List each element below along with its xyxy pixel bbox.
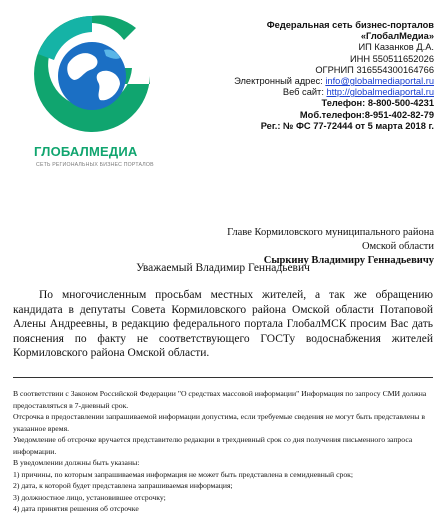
email-label: Электронный адрес: (234, 76, 326, 87)
note-item: Уведомление об отсрочке вручается представителю редакции в трехдневный срок со дня получения письменного запроса информации. (13, 435, 413, 456)
note-item: 2) дата, к которой будет представлена запрашиваемая информация; (13, 481, 233, 490)
letter-body: По многочисленным просьбам местных жителей, а так же обращению кандидата в депутаты Совета Кормиловского района Омской области Потаповой Алены Андреевны, в редакцию федерального портала ГлобалМСК просим Вас дать пояснения по факту не соответствующего ГОСТу водоснабжения жителей Кормиловского района Омской области. (13, 289, 433, 360)
note-item: В уведомлении должны быть указаны: (13, 458, 140, 467)
addressee-line-1: Главе Кормиловского муниципального района (227, 227, 434, 238)
logo-tagline: СЕТЬ РЕГИОНАЛЬНЫХ БИЗНЕС ПОРТАЛОВ (36, 162, 154, 168)
greeting: Уважаемый Владимир Геннадьевич (136, 262, 310, 274)
company-web-row (174, 87, 434, 98)
company-inn: ИНН 550511652026 (349, 53, 434, 64)
email-link[interactable]: info@globalmediaportal.ru (325, 76, 434, 87)
company-logo (22, 10, 162, 170)
company-registration: Рег.: № ФС 77-72444 от 5 марта 2018 г. (260, 120, 434, 131)
legal-notes (13, 388, 437, 515)
company-email-row (174, 76, 434, 87)
addressee-name: Сыркину Владимиру Геннадьевичу (263, 255, 434, 266)
company-line-1: Федеральная сеть бизнес-порталов (266, 20, 434, 30)
company-phone: Телефон: 8-800-500-4231 (321, 98, 434, 109)
divider-line (13, 377, 433, 378)
company-line-2: «ГлобалМедиа» (360, 31, 434, 42)
note-item: В соответствии с Законом Российской Федерации "О средствах массовой информации" Информация по запросу СМИ должна предоставляться в 7-дневный срок. (13, 389, 427, 410)
company-ogrnip: ОГРНИП 316554300164766 (315, 64, 434, 75)
note-item: Отсрочка в предоставлении запрашиваемой информации допустима, если требуемые сведения не могут быть представлены в указанное время. (13, 412, 426, 433)
web-label: Веб сайт: (282, 87, 327, 98)
note-item: 4) дата принятия решения об отсрочке (13, 504, 139, 513)
note-item: 1) причины, по которым запрашиваемая информация не может быть представлена в семидневный срок; (13, 469, 354, 479)
company-mobile: Моб.телефон:8-951-402-82-79 (299, 109, 434, 120)
note-item: 3) должностное лицо, установившее отсрочку; (13, 492, 166, 502)
web-link[interactable]: http://globalmediaportal.ru (326, 87, 434, 98)
company-header (174, 20, 434, 132)
globe-logo-icon (28, 10, 156, 138)
company-owner: ИП Казанков Д.А. (358, 42, 434, 53)
addressee-line-2: Омской области (361, 241, 434, 252)
logo-wordmark: ГЛОБАЛМЕДИА (34, 144, 138, 159)
